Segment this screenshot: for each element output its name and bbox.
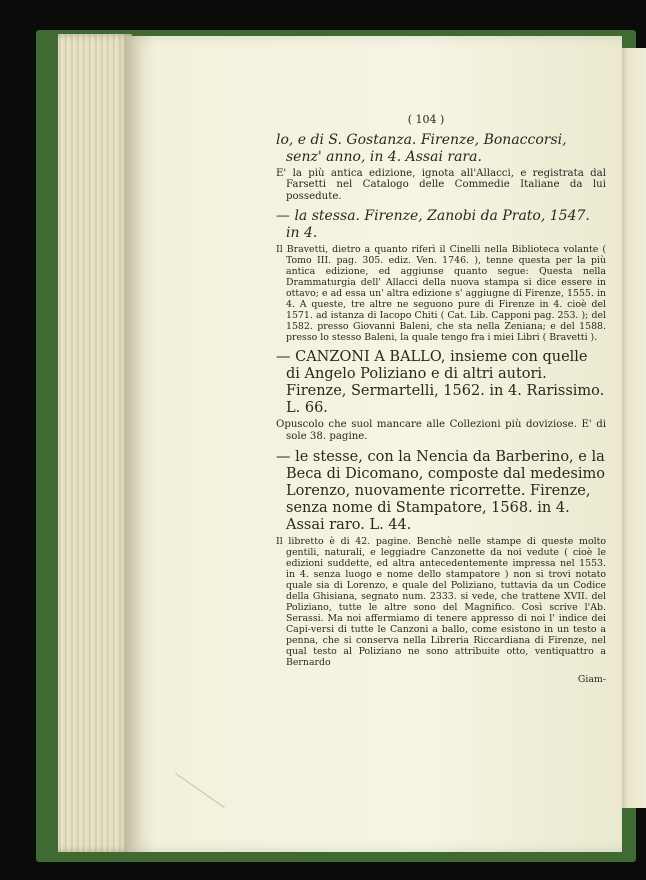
page-text	[276, 114, 606, 685]
entry-note: Il libretto è di 42. pagine. Benchè nelle stampe di queste molto gentili, naturali, e leggiadre Canzonette da noi vedute ( cioè le edizioni suddette, ed altra antecedentemente impressa nel 1553. in 4. senza luogo e nome dello stampatore ) non si trovi notato quale sia di Lorenzo, e quale del Poliziano, tuttavia da un Codice della Ghisiana, segnato num. 2333. si vede, che trattene XVII. del Poliziano, tutte le altre sono del Magnifico. Così scrive l'Ab. Serassi. Ma noi affermiamo di tenere appresso di noi l' indice dei Capi-versi di tutte le Canzoni a ballo, come esistono in un testo a penna, che si conserva nella Libreria Riccardiana di Firenze, nel qual testo al Poliziano ne sono attribuite otto, ventiquattro a Bernardo	[276, 535, 606, 668]
entry-heading: — CANZONI A BALLO, insieme con quelle di Angelo Poliziano e di altri autori. Firenze, Sermartelli, 1562. in 4. Rarissimo. L. 66.	[276, 349, 605, 417]
entry-gostanza	[276, 132, 606, 203]
entry-note: Opuscolo che suol mancare alle Collezioni più doviziose. E' di sole 38. pagine.	[276, 419, 606, 442]
entry-heading: — le stesse, con la Nencia da Barberino, e la Beca di Dicomano, composte dal medesimo Lorenzo, nuovamente ricorrette. Firenze, senza nome di Stampatore, 1568. in 4. Assai raro. L. 44.	[276, 448, 605, 533]
page-number: ( 104 )	[407, 113, 445, 126]
entry-zanobi	[276, 208, 606, 343]
entry-note: E' la più antica edizione, ignota all'Allacci, e registrata dal Farsetti nel Catalogo delle Commedie Italiane da lui possedute.	[276, 167, 606, 202]
entry-stesse	[276, 449, 606, 668]
entry-heading: lo, e di S. Gostanza. Firenze, Bonaccorsi, senz' anno, in 4. Assai rara.	[276, 131, 567, 165]
page-edges	[58, 34, 132, 852]
entry-heading: — la stessa. Firenze, Zanobi da Prato, 1547. in 4.	[276, 208, 590, 242]
entry-note: Il Bravetti, dietro a quanto riferì il Cinelli nella Biblioteca volante ( Tomo III. pag. 305. ediz. Ven. 1746. ), tenne questa per la più antica edizione, ed aggiunse quanto segue: Questa nella Drammaturgia dell' Allacci della nuova stampa si dice essere in ottavo; e ad essa un' altra edizione s' aggiugne di Firenze, 1555. in 4. A queste, tre altre ne seguono pure di Firenze in 4. cioè del 1571. ad istanza di Iacopo Chiti ( Cat. Lib. Capponi pag. 253. ); del 1582. presso Giovanni Baleni, che sta nella Zeniana; e del 1588. presso lo stesso Baleni, la quale tengo fra i miei Libri ( Bravetti ).	[276, 244, 606, 344]
catchword: Giam-	[577, 673, 606, 685]
entry-canzoni	[276, 349, 606, 442]
